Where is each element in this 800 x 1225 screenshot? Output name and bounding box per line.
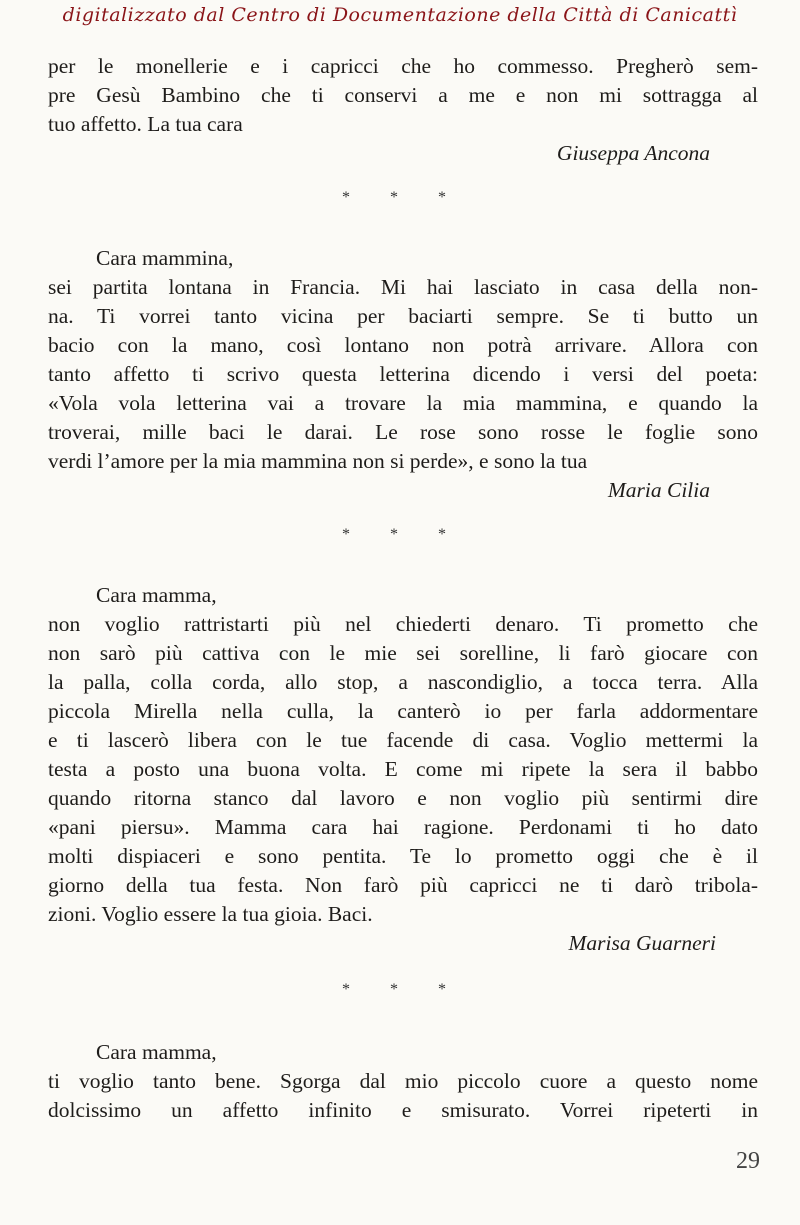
text-line: ti voglio tanto bene. Sgorga dal mio piccolo cuore a questo nome: [48, 1069, 758, 1093]
signature: Marisa Guarneri: [568, 931, 716, 955]
text-line: troverai, mille baci le darai. Le rose sono rosse le foglie sono: [48, 420, 758, 444]
text-line: molti dispiaceri e sono pentita. Te lo prometto oggi che è il: [48, 844, 758, 868]
text-line: e ti lascerò libera con le tue facende di casa. Voglio mettermi la: [48, 728, 758, 752]
letter-3: [48, 581, 758, 958]
text-line: per le monellerie e i capricci che ho commesso. Pregherò sem-: [48, 54, 758, 78]
text-line: zioni. Voglio essere la tua gioia. Baci.: [48, 902, 373, 926]
text-line: tuo affetto. La tua cara: [48, 112, 243, 136]
text-line: sei partita lontana in Francia. Mi hai lasciato in casa della non-: [48, 275, 758, 299]
greeting: Cara mamma,: [96, 583, 217, 607]
text-line: verdi l’amore per la mia mammina non si perde», e sono la tua: [48, 449, 588, 473]
greeting: Cara mamma,: [96, 1040, 217, 1064]
greeting: Cara mammina,: [96, 246, 234, 270]
text-line: giorno della tua festa. Non farò più capricci ne ti darò tribola-: [48, 873, 758, 897]
signature: Giuseppa Ancona: [556, 141, 710, 165]
text-line: «Vola vola letterina vai a trovare la mia mammina, e quando la: [48, 391, 758, 415]
signature: Maria Cilia: [607, 478, 710, 502]
text-line: bacio con la mano, così lontano non potrà arrivare. Allora con: [48, 333, 758, 357]
section-separator: * * *: [342, 981, 464, 998]
watermark-text: digitalizzato dal Centro di Documentazione della Città di Canicattì: [62, 4, 738, 26]
text-line: na. Ti vorrei tanto vicina per baciarti sempre. Se ti butto un: [48, 304, 758, 328]
text-line: tanto affetto ti scrivo questa letterina dicendo i versi del poeta:: [48, 362, 758, 386]
section-separator: * * *: [342, 526, 464, 543]
text-line: testa a posto una buona volta. E come mi ripete la sera il babbo: [48, 757, 758, 781]
text-line: dolcissimo un affetto infinito e smisurato. Vorrei ripeterti in: [48, 1098, 758, 1122]
letter-4: [48, 1038, 758, 1125]
section-separator: * * *: [342, 189, 464, 206]
page-body: [48, 52, 758, 1125]
letter-2: [48, 244, 758, 505]
text-line: quando ritorna stanco dal lavoro e non voglio più sentirmi dire: [48, 786, 758, 810]
text-line: non voglio rattristarti più nel chiederti denaro. Ti prometto che: [48, 612, 758, 636]
text-line: non sarò più cattiva con le mie sei sorelline, li farò giocare con: [48, 641, 758, 665]
text-line: pre Gesù Bambino che ti conservi a me e non mi sottragga al: [48, 83, 758, 107]
page-number: 29: [736, 1148, 760, 1174]
text-line: «pani piersu». Mamma cara hai ragione. Perdonami ti ho dato: [48, 815, 758, 839]
text-line: piccola Mirella nella culla, la canterò io per farla addormentare: [48, 699, 758, 723]
letter-1: [48, 52, 758, 168]
text-line: la palla, colla corda, allo stop, a nascondiglio, a tocca terra. Alla: [48, 670, 758, 694]
